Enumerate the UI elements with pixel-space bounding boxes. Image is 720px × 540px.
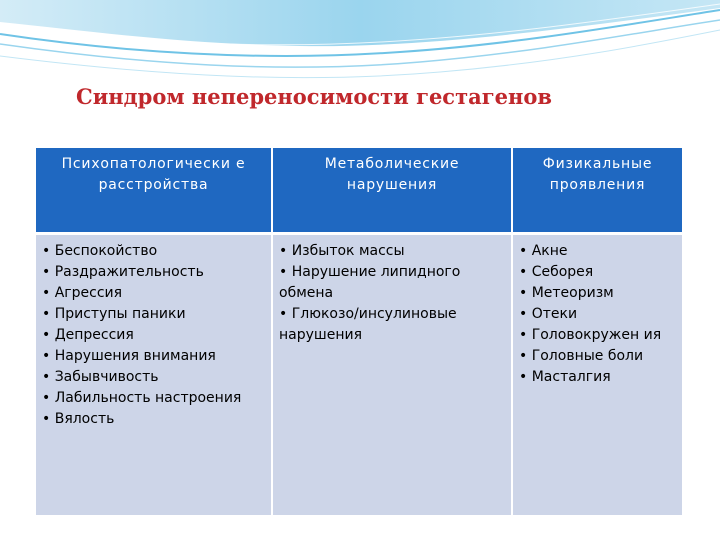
- cell-physical: [512, 233, 682, 515]
- list-item: • Вялость: [42, 410, 115, 427]
- list-item: • Беспокойство: [42, 242, 158, 259]
- list-item: • Раздражительность: [42, 263, 204, 280]
- list-item: • Приступы паники: [42, 305, 186, 322]
- header-psychopathological: Психопатологически е расстройства: [36, 148, 272, 233]
- metabolic-list: [279, 241, 507, 346]
- syndrome-table: [36, 148, 682, 515]
- list-item: • Головные боли: [519, 347, 644, 364]
- list-item: • Метеоризм: [519, 284, 614, 301]
- psychopathological-list: [42, 241, 267, 430]
- table-row: [36, 233, 682, 515]
- physical-list: [519, 241, 678, 388]
- list-item: • Головокружен ия: [519, 326, 662, 343]
- decorative-waves: [0, 0, 720, 90]
- list-item: • Глюкозо/инсулиновые нарушения: [279, 305, 457, 343]
- cell-psychopathological: [36, 233, 272, 515]
- cell-metabolic: [272, 233, 512, 515]
- list-item: • Нарушения внимания: [42, 347, 216, 364]
- list-item: • Депрессия: [42, 326, 134, 343]
- list-item: • Масталгия: [519, 368, 611, 385]
- table-header-row: [36, 148, 682, 233]
- list-item: • Акне: [519, 242, 568, 259]
- header-metabolic: Метаболические нарушения: [272, 148, 512, 233]
- list-item: • Нарушение липидного обмена: [279, 263, 461, 301]
- list-item: • Лабильность настроения: [42, 389, 242, 406]
- list-item: • Избыток массы: [279, 242, 405, 259]
- list-item: • Себорея: [519, 263, 594, 280]
- list-item: • Агрессия: [42, 284, 123, 301]
- header-physical: Физикальные проявления: [512, 148, 682, 233]
- list-item: • Отеки: [519, 305, 578, 322]
- slide-title: Синдром непереносимости гестагенов: [76, 84, 552, 109]
- list-item: • Забывчивость: [42, 368, 159, 385]
